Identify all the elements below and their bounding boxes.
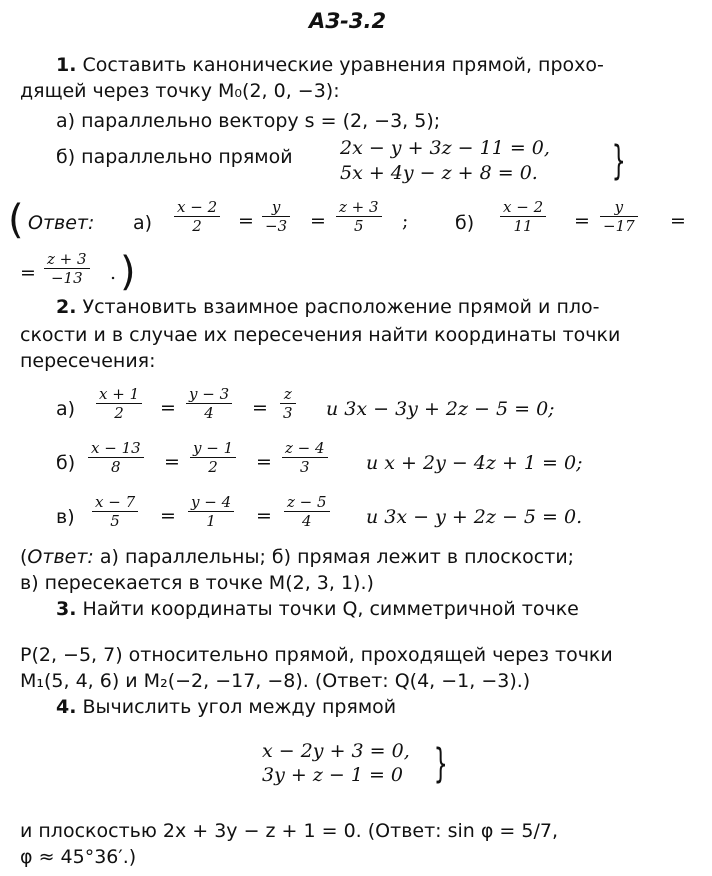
- answer-1b-fraction-y: [600, 198, 638, 235]
- numerator: x − 2: [500, 198, 546, 217]
- problem-4-eq-2: 3y + z − 1 = 0: [262, 764, 404, 786]
- p2a-fraction-x: [96, 385, 142, 422]
- answer-2-line-2: в) пересекается в точке M(2, 3, 1).): [20, 572, 374, 594]
- equals-sign: =: [574, 210, 590, 232]
- equals-sign: =: [160, 397, 176, 419]
- denominator: 2: [208, 458, 218, 476]
- numerator: y: [600, 198, 638, 217]
- problem-3-line-1: [56, 598, 579, 620]
- answer-1-fraction-y: [262, 198, 290, 235]
- problem-4-line-3: φ ≈ 45°36′.): [20, 846, 137, 868]
- denominator: 1: [206, 512, 216, 530]
- problem-3-line-2: P(2, −5, 7) относительно прямой, проходящей через точки: [20, 644, 613, 666]
- denominator: 4: [204, 404, 214, 422]
- equals-sign: =: [310, 210, 326, 232]
- problem-2-line-1: [56, 296, 600, 318]
- p2c-plane: и 3x − y + 2z − 5 = 0.: [366, 506, 583, 528]
- answer-1b-fraction-x: [500, 198, 546, 235]
- problem-3-line-3: M₁(5, 4, 6) и M₂(−2, −17, −8). (Ответ: Q(4, −1, −3).): [20, 670, 531, 692]
- problem-2-part-b-label: б): [56, 452, 76, 474]
- numerator: y − 4: [188, 493, 234, 512]
- answer-1-label: Ответ:: [28, 212, 95, 234]
- denominator: −13: [50, 269, 83, 287]
- p2c-fraction-x: [92, 493, 138, 530]
- system-brace-2: }: [433, 741, 448, 787]
- problem-1-line-2: дящей через точку M₀(2, 0, −3):: [20, 80, 340, 102]
- p2b-fraction-y: [190, 439, 236, 476]
- p2c-fraction-z: [284, 493, 330, 530]
- numerator: x − 7: [92, 493, 138, 512]
- denominator: 3: [283, 404, 293, 422]
- p2a-plane: и 3x − 3y + 2z − 5 = 0;: [326, 398, 555, 420]
- denominator: 8: [111, 458, 121, 476]
- denominator: 4: [302, 512, 312, 530]
- p2b-plane: и x + 2y − 4z + 1 = 0;: [366, 452, 583, 474]
- equals-sign: =: [256, 505, 272, 527]
- numerator: z + 3: [336, 198, 382, 217]
- numerator: z − 5: [284, 493, 330, 512]
- equals-sign: =: [238, 210, 254, 232]
- answer-1b-fraction-z: [44, 250, 90, 287]
- denominator: 11: [513, 217, 533, 235]
- problem-1-line-1: [56, 54, 604, 76]
- answer-1-close-paren: ): [120, 249, 136, 295]
- answer-1-open-paren: (: [8, 197, 24, 243]
- p2a-fraction-y: [186, 385, 232, 422]
- denominator: 2: [192, 217, 202, 235]
- problem-2-part-c-label: в): [56, 506, 75, 528]
- problem-1-part-b-label: б) параллельно прямой: [56, 146, 293, 168]
- numerator: y − 3: [186, 385, 232, 404]
- problem-3-number: 3.: [56, 598, 77, 620]
- equals-sign: =: [164, 451, 180, 473]
- answer-2-label: Ответ:: [27, 546, 94, 568]
- denominator: 5: [354, 217, 364, 235]
- numerator: z + 3: [44, 250, 90, 269]
- denominator: −3: [265, 217, 288, 235]
- answer-1-a-label: а): [133, 212, 153, 234]
- denominator: 5: [110, 512, 120, 530]
- answer-1-b-label: б): [455, 212, 475, 234]
- equals-sign: =: [252, 397, 268, 419]
- answer-1-fraction-x: [174, 198, 220, 235]
- problem-2-line-3: пересечения:: [20, 350, 156, 372]
- denominator: 3: [300, 458, 310, 476]
- numerator: x − 13: [88, 439, 144, 458]
- p2b-fraction-x: [88, 439, 144, 476]
- problem-4-line-1: [56, 696, 396, 718]
- p2c-fraction-y: [188, 493, 234, 530]
- problem-2-part-a-label: а): [56, 398, 76, 420]
- numerator: y: [262, 198, 290, 217]
- problem-4-eq-1: x − 2y + 3 = 0,: [262, 740, 410, 762]
- equals-sign: =: [256, 451, 272, 473]
- answer-2-text-1: а) параллельны; б) прямая лежит в плоскости;: [93, 546, 575, 568]
- denominator: 2: [114, 404, 124, 422]
- problem-4-text-1: Вычислить угол между прямой: [76, 696, 397, 718]
- answer-2-line-1: (Ответ: а) параллельны; б) прямая лежит в плоскости;: [20, 546, 575, 568]
- p2a-fraction-z: [280, 385, 296, 422]
- problem-2-number: 2.: [56, 296, 77, 318]
- problem-2-line-2: скости и в случае их пересечения найти координаты точки: [20, 324, 621, 346]
- problem-1-part-b-eq-1: 2x − y + 3z − 11 = 0,: [340, 137, 550, 159]
- numerator: y − 1: [190, 439, 236, 458]
- equals-sign: =: [670, 210, 686, 232]
- problem-1-number: 1.: [56, 54, 77, 76]
- page-title: АЗ-3.2: [309, 9, 387, 33]
- equals-sign: =: [160, 505, 176, 527]
- problem-1-text-1: Составить канонические уравнения прямой, прохо-: [76, 54, 604, 76]
- problem-4-number: 4.: [56, 696, 77, 718]
- equals-sign: =: [20, 262, 36, 284]
- period: .: [110, 262, 117, 284]
- semicolon: ;: [402, 210, 409, 232]
- numerator: z: [280, 385, 296, 404]
- problem-3-text-1: Найти координаты точки Q, симметричной точке: [76, 598, 579, 620]
- problem-2-text-1: Установить взаимное расположение прямой и пло-: [76, 296, 600, 318]
- numerator: x − 2: [174, 198, 220, 217]
- numerator: z − 4: [282, 439, 328, 458]
- numerator: x + 1: [96, 385, 142, 404]
- problem-4-line-2: и плоскостью 2x + 3y − z + 1 = 0. (Ответ: sin φ = 5/7,: [20, 820, 559, 842]
- problem-1-part-a: а) параллельно вектору s = (2, −3, 5);: [56, 110, 441, 132]
- answer-1-fraction-z: [336, 198, 382, 235]
- system-brace-1: }: [611, 138, 626, 184]
- p2b-fraction-z: [282, 439, 328, 476]
- denominator: −17: [603, 217, 635, 235]
- problem-1-part-b-eq-2: 5x + 4y − z + 8 = 0.: [340, 162, 538, 184]
